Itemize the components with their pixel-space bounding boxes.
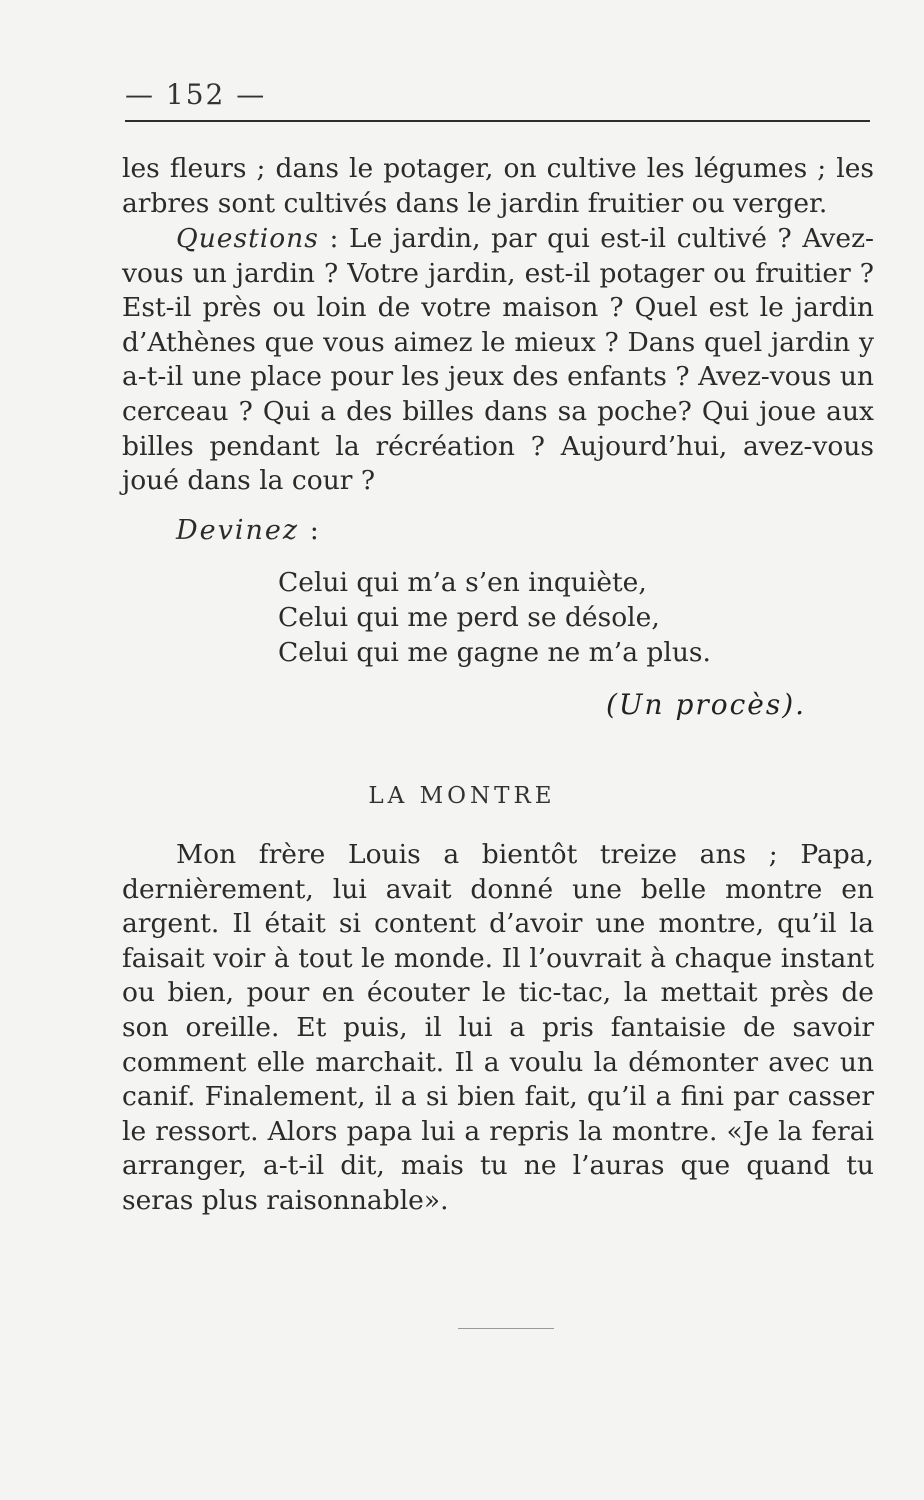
header-rule <box>125 120 870 122</box>
riddle-answer: (Un procès). <box>606 688 807 721</box>
riddle-heading <box>176 515 321 546</box>
riddle-poem <box>278 565 711 670</box>
questions-text: : Le jardin, par qui est-il cultivé ? Avez-vous un jardin ? Votre jardin, est-il potager ou fruitier ? Est-il près ou loin de votre maison ? Quel est le jardin d’Athènes que vous aimez le mieux ? Dans quel jardin y a-t-il une place pour les jeux des enfants ? Avez-vous un cerceau ? Qui a des billes dans sa poche? Qui joue aux billes pendant la récréation ? Aujourd’hui, avez-vous joué dans la cour ? <box>122 223 874 497</box>
poem-line-2: Celui qui me perd se désole, <box>278 602 660 633</box>
section-title: LA MONTRE <box>368 783 556 809</box>
section-paragraph: Mon frère Louis a bientôt treize ans ; Papa, dernièrement, lui avait donné une belle montre en argent. Il était si content d’avoir une montre, qu’il la faisait voir à tout le monde. Il l’ouvrait à chaque instant ou bien, pour en écouter le tic-tac, la mettait près de son oreille. Et puis, il lui a pris fantaisie de savoir comment elle marchait. Il a voulu la démonter avec un canif. Finalement, il a si bien fait, qu’il a fini par casser le ressort. Alors papa lui a repris la montre. «Je la ferai arranger, a-t-il dit, mais tu ne l’auras que quand tu seras plus raisonnable». <box>122 839 874 1216</box>
page-header <box>125 78 870 126</box>
end-rule <box>458 1328 554 1329</box>
questions-label: Questions <box>176 223 319 254</box>
riddle-label-suffix: : <box>299 515 321 546</box>
poem-line-3: Celui qui me gagne ne m’a plus. <box>278 637 711 668</box>
paragraph-continuation: les fleurs ; dans le potager, on cultive les légumes ; les arbres sont cultivés dans le jardin fruitier ou verger. <box>122 153 874 219</box>
riddle-label: Devinez <box>176 515 300 546</box>
page-number: — 152 — <box>125 78 267 111</box>
questions-paragraph <box>122 222 874 499</box>
poem-line-1: Celui qui m’a s’en inquiète, <box>278 567 647 598</box>
